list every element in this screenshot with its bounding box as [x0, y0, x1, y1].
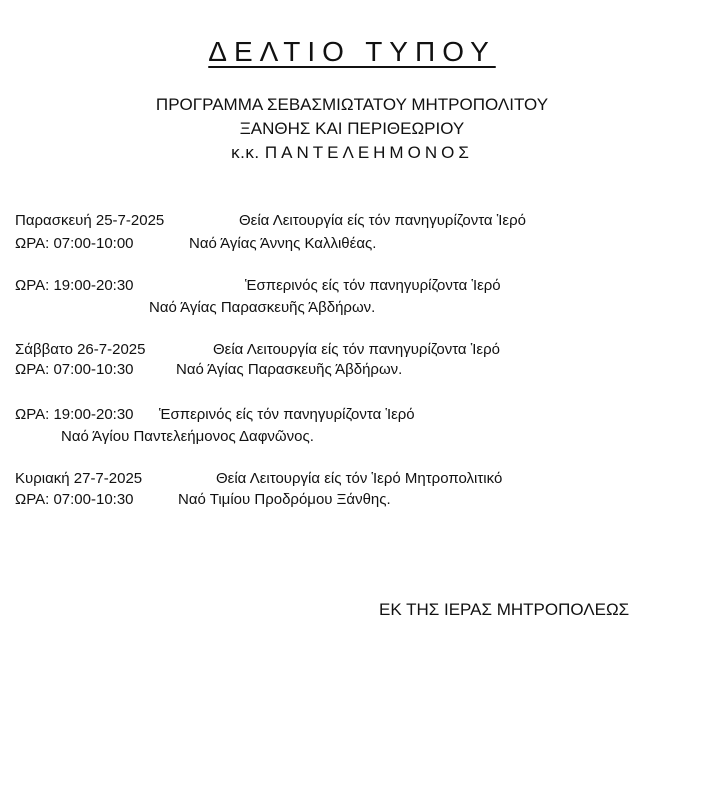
honorific-prefix: κ.κ. — [231, 143, 260, 162]
subtitle-line-2: ΞΑΝΘΗΣ ΚΑΙ ΠΕΡΙΘΕΩΡΙΟΥ — [239, 119, 465, 138]
metropolitan-name: ΠΑΝΤΕΛΕΗΜΟΝΟΣ — [264, 143, 473, 162]
schedule-time-1: ΩΡΑ: 07:00-10:00 — [15, 235, 134, 252]
closing-signature: ΕΚ ΤΗΣ ΙΕΡΑΣ ΜΗΤΡΟΠΟΛΕΩΣ — [379, 600, 630, 619]
schedule-day-1: Παρασκευή 25-7-2025 — [15, 212, 165, 229]
schedule-service-4: Ἑσπερινός είς τόν πανηγυρίζοντα Ἱερό — [159, 406, 415, 423]
schedule-place-2: Ναό Άγίας Παρασκευῆς Άβδήρων. — [149, 299, 376, 316]
schedule-day-5: Κυριακή 27-7-2025 — [15, 470, 143, 487]
schedule-place-5: Ναό Τιμίου Προδρόμου Ξάνθης. — [178, 491, 391, 508]
press-release-title: ΔΕΛΤΙΟ ΤΥΠΟΥ — [208, 36, 496, 67]
schedule-place-1: Ναό Άγίας Άννης Καλλιθέας. — [189, 235, 377, 252]
schedule-place-3: Ναό Άγίας Παρασκευῆς Άβδήρων. — [176, 361, 403, 378]
schedule-time-3: ΩΡΑ: 07:00-10:30 — [15, 361, 134, 378]
schedule-service-3: Θεία Λειτουργία είς τόν πανηγυρίζοντα Ἱερό — [213, 341, 500, 358]
schedule-time-4: ΩΡΑ: 19:00-20:30 — [15, 406, 134, 423]
schedule-service-2: Ἑσπερινός είς τόν πανηγυρίζοντα Ἱερό — [245, 277, 501, 294]
schedule-time-2: ΩΡΑ: 19:00-20:30 — [15, 277, 134, 294]
schedule-service-1: Θεία Λειτουργία είς τόν πανηγυρίζοντα Ἱερό — [239, 212, 526, 229]
schedule-place-4: Ναό Άγίου Παντελεήμονος Δαφνῶνος. — [61, 428, 314, 445]
schedule-time-5: ΩΡΑ: 07:00-10:30 — [15, 491, 134, 508]
schedule-day-3: Σάββατο 26-7-2025 — [15, 341, 146, 358]
subtitle-line-1: ΠΡΟΓΡΑΜΜΑ ΣΕΒΑΣΜΙΩΤΑΤΟΥ ΜΗΤΡΟΠΟΛΙΤΟΥ — [155, 95, 549, 114]
subtitle-line-3 — [0, 143, 704, 163]
schedule-service-5: Θεία Λειτουργία είς τόν Ἱερό Μητροπολιτικό — [216, 470, 503, 487]
